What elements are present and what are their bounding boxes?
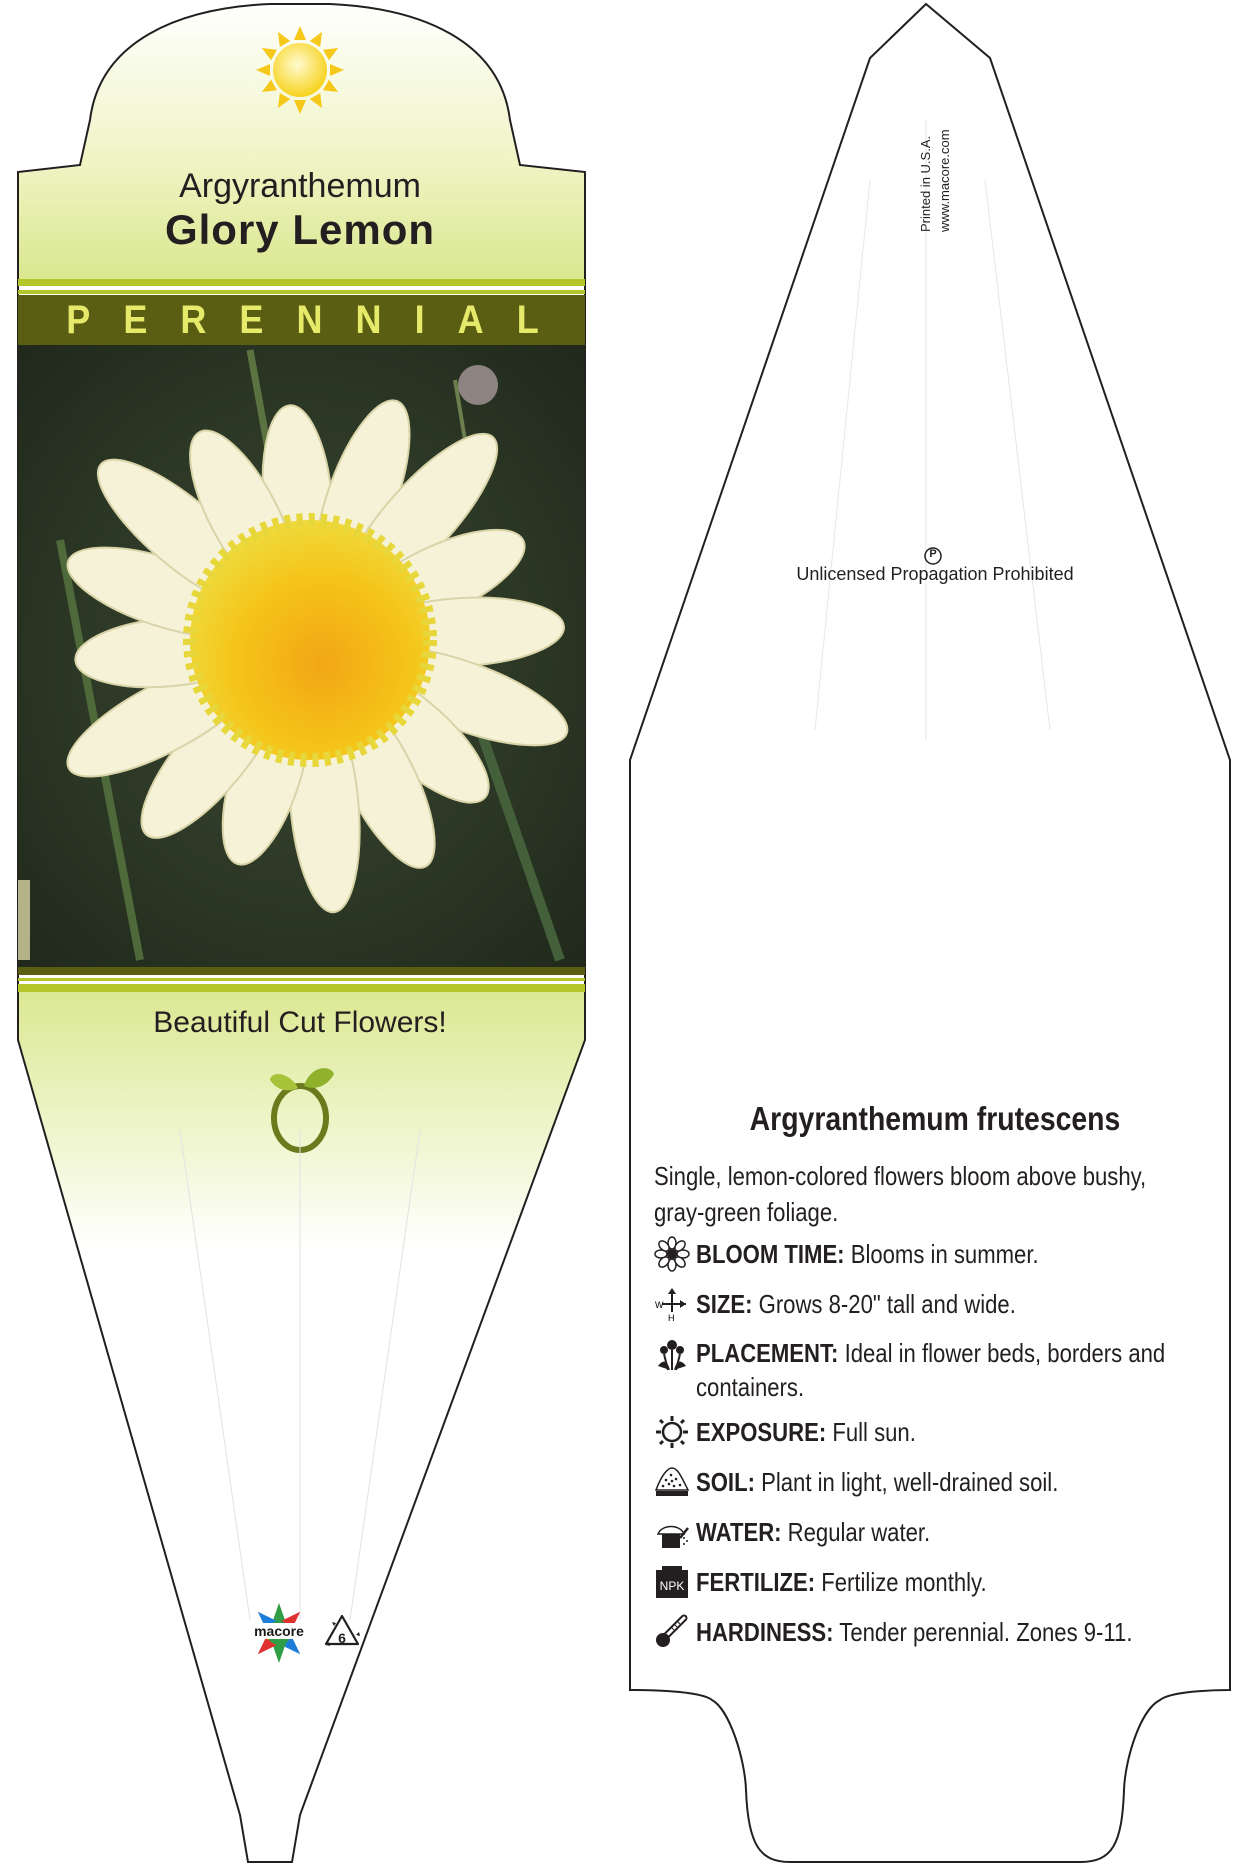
soil-icon	[654, 1464, 690, 1500]
category-letter: A	[457, 297, 484, 342]
care-info	[654, 1158, 1199, 1664]
watering-can-icon	[654, 1514, 690, 1550]
care-row-fertilize	[654, 1564, 1199, 1600]
website: www.macore.com	[937, 129, 952, 232]
printed-in: Printed in U.S.A.	[918, 135, 933, 232]
size-h-letter: H	[668, 1313, 675, 1322]
care-text: Fertilize monthly.	[821, 1567, 987, 1597]
care-row-exposure	[654, 1414, 1199, 1450]
category-letter: N	[355, 297, 382, 342]
care-text: Full sun.	[832, 1417, 916, 1447]
botanical-name: Argyranthemum frutescens	[749, 1100, 1121, 1137]
care-text: Grows 8-20" tall and wide.	[758, 1289, 1016, 1319]
care-row-bloom	[654, 1236, 1199, 1272]
tagline: Beautiful Cut Flowers!	[153, 1006, 447, 1039]
care-label: BLOOM TIME:	[696, 1239, 845, 1269]
plant-variety: Glory Lemon	[164, 206, 436, 253]
care-label: EXPOSURE:	[696, 1417, 827, 1447]
care-label: FERTILIZE:	[696, 1567, 816, 1597]
category-letter: L	[516, 297, 539, 342]
npk-icon	[654, 1564, 690, 1600]
plant-description: Single, lemon-colored flowers bloom above bushy, gray-green foliage.	[654, 1161, 1147, 1227]
category-banner	[48, 296, 557, 344]
placement-icon	[654, 1336, 690, 1372]
category-letter: E	[239, 297, 264, 342]
care-row-soil	[654, 1464, 1199, 1500]
care-label: SIZE:	[696, 1289, 753, 1319]
recycle-code: 6	[338, 1630, 346, 1646]
care-text: Tender perennial. Zones 9-11.	[839, 1617, 1133, 1647]
care-text: Regular water.	[787, 1517, 931, 1547]
category-letter: P	[66, 297, 91, 342]
care-label: WATER:	[696, 1517, 782, 1547]
care-label: PLACEMENT:	[696, 1338, 839, 1368]
care-label: SOIL:	[696, 1467, 755, 1497]
care-text: Blooms in summer.	[850, 1239, 1039, 1269]
category-letter: E	[123, 297, 148, 342]
registered-symbol: P	[929, 548, 937, 560]
exposure-sun-icon	[654, 1414, 690, 1450]
print-info	[916, 72, 956, 232]
care-row-placement	[654, 1336, 1199, 1404]
size-icon	[654, 1286, 690, 1322]
thermometer-icon	[654, 1614, 690, 1650]
category-letter: N	[296, 297, 323, 342]
npk-text: NPK	[659, 1579, 685, 1593]
plant-genus: Argyranthemum	[179, 167, 421, 205]
care-label: HARDINESS:	[696, 1617, 834, 1647]
bloom-time-icon	[654, 1236, 690, 1272]
brand-logo-text: macore	[246, 1623, 312, 1639]
care-row-size	[654, 1286, 1199, 1322]
care-row-water	[654, 1514, 1199, 1550]
propagation-notice: Unlicensed Propagation Prohibited	[796, 564, 1074, 584]
category-letter: I	[414, 297, 425, 342]
care-text: Ideal in flower beds, borders and containers.	[696, 1338, 1166, 1402]
care-row-hardiness	[654, 1614, 1199, 1650]
category-letter: R	[180, 297, 207, 342]
care-text: Plant in light, well-drained soil.	[761, 1467, 1059, 1497]
size-w-letter: W	[655, 1300, 664, 1310]
